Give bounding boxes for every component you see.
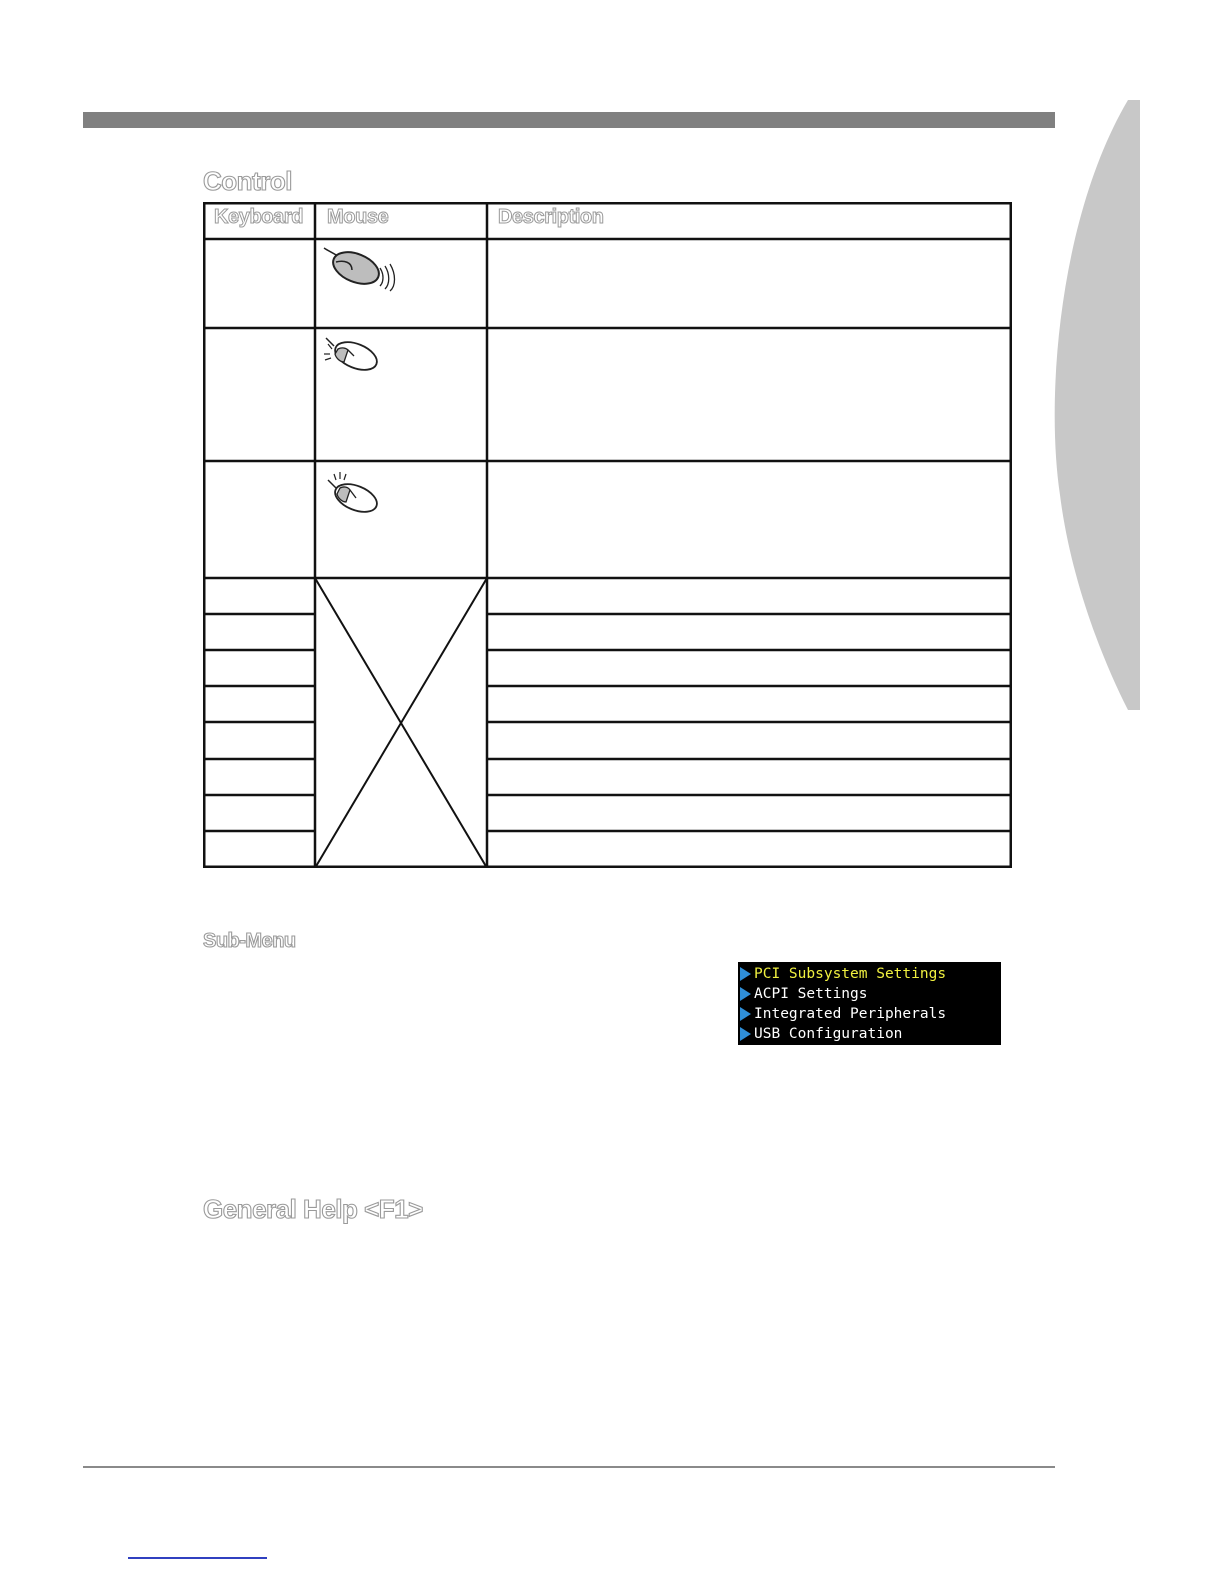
footer-link-underline[interactable] (128, 1557, 267, 1559)
mouse-left-click-icon (322, 336, 386, 381)
bios-menu-item-label: Integrated Peripherals (754, 1006, 947, 1022)
triangle-right-icon (740, 1027, 751, 1041)
mouse-right-click-icon (322, 472, 386, 521)
control-table (203, 202, 1012, 868)
footer-rule (83, 1466, 1055, 1468)
keyboard-column-header: Keyboard (214, 206, 304, 228)
bios-menu-item[interactable] (740, 964, 946, 984)
chapter-side-tab (1040, 95, 1140, 715)
bios-menu-item-label: PCI Subsystem Settings (754, 966, 947, 982)
triangle-right-icon (740, 987, 751, 1001)
bios-menu-item[interactable] (740, 1024, 902, 1044)
bios-menu-item-label: ACPI Settings (754, 986, 868, 1002)
submenu-heading: Sub-Menu (203, 930, 296, 952)
triangle-right-icon (740, 1007, 751, 1021)
general-help-heading: General Help <F1> (203, 1194, 423, 1224)
mouse-move-icon (322, 246, 402, 297)
bios-menu-item[interactable] (740, 984, 868, 1004)
control-heading: Control (203, 166, 292, 196)
bios-menu-item-label: USB Configuration (754, 1026, 903, 1042)
header-bar (83, 112, 1055, 128)
mouse-column-header: Mouse (327, 206, 389, 228)
bios-menu-item[interactable] (740, 1004, 946, 1024)
description-column-header: Description (498, 206, 604, 228)
bios-submenu-screenshot (738, 962, 1001, 1045)
triangle-right-icon (740, 967, 751, 981)
